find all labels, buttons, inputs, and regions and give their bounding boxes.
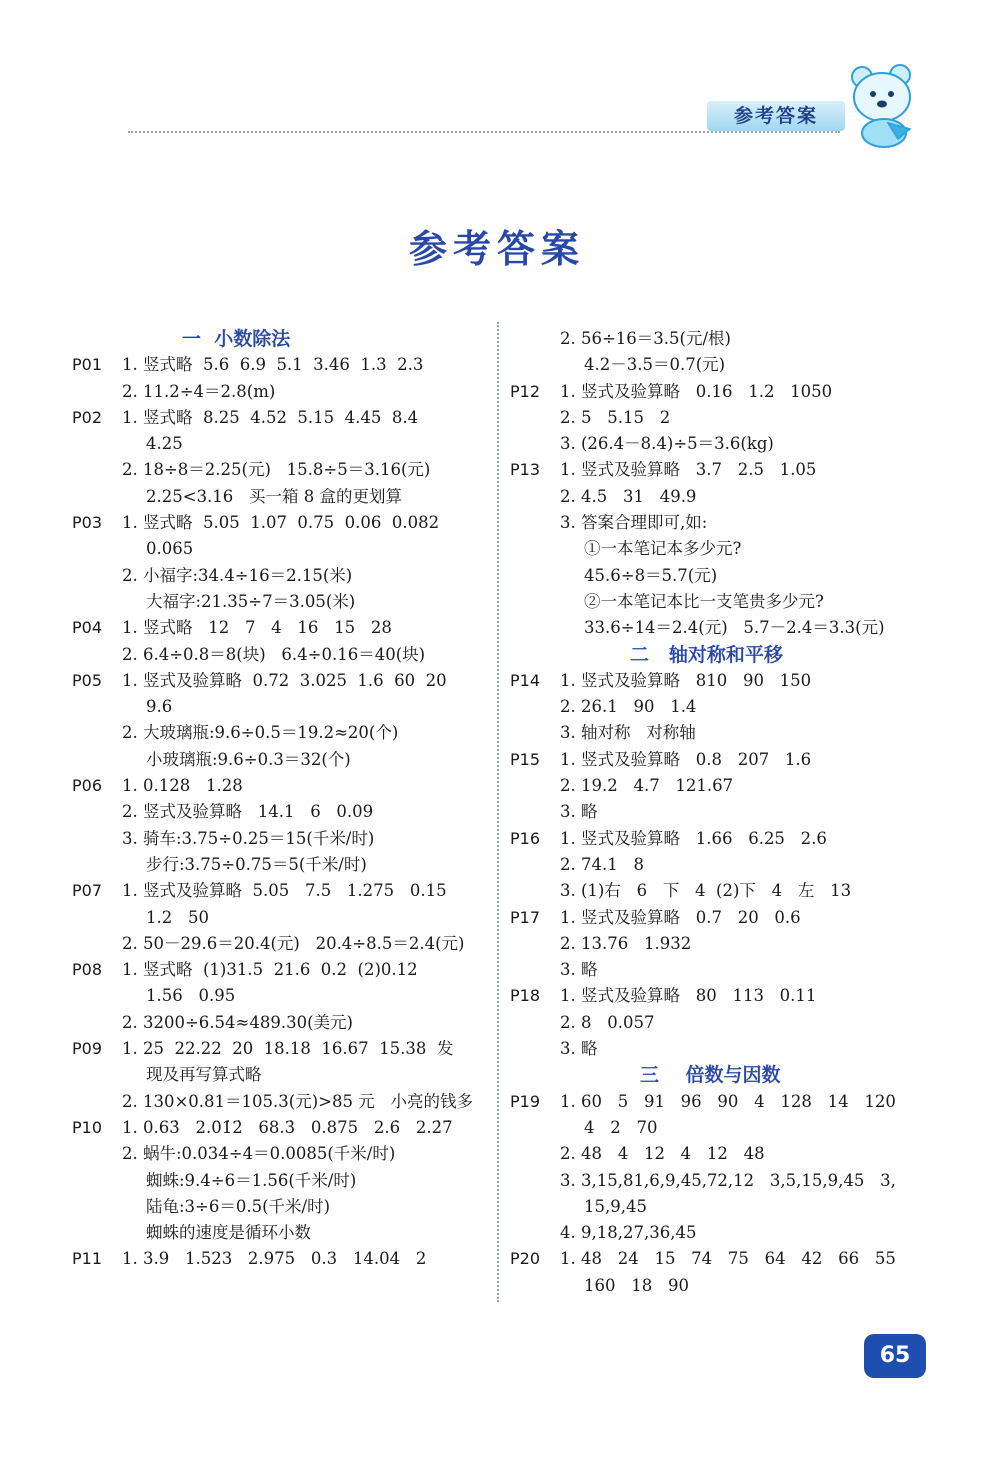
answer-page-block <box>508 905 928 984</box>
right-answer-column <box>508 326 928 1299</box>
answer-line: 4 2 70 <box>584 1117 658 1137</box>
answer-line: 1. 0.63̇ 2.01̇2̇ 68.3̇ 0.875 2.6̇ 2.2̇7̇ <box>122 1117 453 1137</box>
answer-page-block <box>70 1246 490 1272</box>
answer-page-block <box>508 668 928 747</box>
answer-line: 现及再写算式略 <box>146 1065 262 1085</box>
column-divider <box>497 322 499 1302</box>
page-label: P01 <box>72 355 103 375</box>
page-label: P06 <box>72 776 103 796</box>
header-badge: 参考答案 <box>707 101 845 131</box>
answer-line: 1. 竖式及验算略 5.05 7.5 1.275 0.15 <box>122 881 447 901</box>
answer-line: 1. 竖式略 (1)31.5 21.6 0.2 (2)0.12 <box>122 960 418 980</box>
answer-line: 2. 26.1 90 1.4 <box>560 697 697 717</box>
page-label: P09 <box>72 1039 103 1059</box>
answer-line: 2. 56÷16＝3.5(元/根) <box>560 329 731 348</box>
answer-line: 1.2 50 <box>146 907 209 927</box>
page-label: P02 <box>72 407 103 427</box>
answer-line: 4.2－3.5＝0.7(元) <box>584 355 726 375</box>
answer-line: 1. 竖式略 5.6 6.9 5.1 3.46 1.3 2.3 <box>122 355 424 375</box>
answer-line: 1. 3.9 1.523 2.975 0.3 14.04 2 <box>122 1249 427 1269</box>
answer-page-block <box>508 1089 928 1247</box>
page-label: P20 <box>510 1249 541 1269</box>
answer-line: 1. 竖式及验算略 3.7 2.5 1.05 <box>560 460 817 480</box>
page-title: 参考答案 <box>408 227 585 271</box>
answer-page-block <box>70 1115 490 1246</box>
header-rule <box>128 131 840 133</box>
answer-line: 1. 竖式及验算略 810 90 150 <box>560 670 812 690</box>
answer-line: 大福字:21.35÷7＝3.05(米) <box>146 591 356 611</box>
answer-line: ①一本笔记本多少元? <box>584 539 742 559</box>
answer-line: 4. 9,18,27,36,45 <box>560 1223 697 1243</box>
answer-line: 蜘蛛的速度是循环小数 <box>146 1223 311 1243</box>
answer-line: 步行:3.75÷0.75＝5(千米/时) <box>146 854 367 874</box>
answer-line: 1. 竖式略 12 7 4 16 15 28 <box>122 618 392 638</box>
answer-line: 1. 竖式及验算略 0.16 1.2 1050 <box>560 381 833 401</box>
answer-line: 2. 4.5 31 49.9 <box>560 486 697 506</box>
answer-line: 3. (26.4－8.4)÷5＝3.6(kg) <box>560 434 774 454</box>
answer-line: 1. 竖式及验算略 0.7 20 0.6 <box>560 907 801 927</box>
bear-mascot-icon <box>848 63 920 149</box>
section-title: 二 轴对称和平移 <box>630 643 783 666</box>
answer-line: 1. 竖式及验算略 1.66 6.25 2.6 <box>560 828 827 848</box>
section-title: 三 倍数与因数 <box>640 1064 781 1087</box>
answer-line: 2. 74.1 8 <box>560 854 644 874</box>
answer-page-block <box>70 615 490 668</box>
answer-page-block <box>508 1246 928 1299</box>
page-label: P03 <box>72 513 103 533</box>
answer-page-block <box>70 510 490 615</box>
answer-line: 45.6÷8＝5.7(元) <box>584 565 718 585</box>
answer-line: 3. 略 <box>560 802 598 822</box>
page-label: P19 <box>510 1091 541 1111</box>
answer-line: 1. 25 22.22 20 18.18 16.67 15.38 发 <box>122 1039 454 1059</box>
answer-line: 2. 8 0.057 <box>560 1012 655 1032</box>
page-label: P05 <box>72 670 103 690</box>
answer-line: 2. 小福字:34.4÷16＝2.15(米) <box>122 565 353 585</box>
answer-page-block <box>508 826 928 905</box>
answer-line: 33.6÷14＝2.4(元) 5.7－2.4＝3.3(元) <box>584 618 885 638</box>
answer-page-block <box>508 379 928 458</box>
answer-line: 小玻璃瓶:9.6÷0.3＝32(个) <box>146 749 351 769</box>
answer-line: 3. 骑车:3.75÷0.25＝15(千米/时) <box>122 828 375 848</box>
answer-page-block <box>70 773 490 878</box>
answer-line: 2. 18÷8＝2.25(元) 15.8÷5＝3.16(元) <box>122 460 431 480</box>
page-label: P15 <box>510 749 541 769</box>
page-label: P08 <box>72 960 103 980</box>
answer-line: 蜘蛛:9.4÷6＝1.56̇(千米/时) <box>146 1170 357 1190</box>
answer-page-block <box>70 1036 490 1115</box>
section-title: 一 小数除法 <box>182 328 291 350</box>
page-label: P11 <box>72 1249 103 1269</box>
answer-line: 2. 11.2÷4＝2.8(m) <box>122 381 276 401</box>
answer-line: 2. 竖式及验算略 14.1 6 0.09 <box>122 802 374 822</box>
answer-line: 2. 130×0.81＝105.3(元)>85 元 小亮的钱多 <box>122 1091 473 1111</box>
answer-page-block <box>508 326 928 379</box>
answer-line: 2. 大玻璃瓶:9.6÷0.5＝19.2≈20(个) <box>122 723 399 743</box>
answer-line: 2. 6.4÷0.8＝8(块) 6.4÷0.16＝40(块) <box>122 644 426 664</box>
page-label: P13 <box>510 460 541 480</box>
answer-line: 1. 竖式及验算略 80 113 0.11 <box>560 986 817 1006</box>
page-label: P10 <box>72 1117 103 1137</box>
left-answer-column <box>70 326 490 1273</box>
answer-line: 4.25 <box>146 434 183 454</box>
answer-page-block <box>70 878 490 957</box>
answer-line: 160 18 90 <box>584 1275 689 1295</box>
answer-page-block <box>508 983 928 1062</box>
answer-line: 0.065 <box>146 539 194 559</box>
answer-page-block <box>508 747 928 826</box>
answer-line: 2. 3200÷6.54≈489.30(美元) <box>122 1012 353 1032</box>
answer-line: 3. 略 <box>560 960 598 980</box>
answer-line: 3. (1)右 6 下 4 (2)下 4 左 13 <box>560 881 852 901</box>
answer-line: 15,9,45 <box>584 1196 647 1216</box>
answer-line: 1. 0.128 1.28 <box>122 776 243 796</box>
answer-line: 2. 50－29.6＝20.4(元) 20.4÷8.5＝2.4(元) <box>122 933 465 953</box>
answer-line: 3. 答案合理即可,如: <box>560 513 708 533</box>
answer-line: 2. 蜗牛:0.034÷4＝0.0085(千米/时) <box>122 1144 396 1164</box>
answer-line: 1. 60 5 91 96 90 4 128 14 120 <box>560 1091 896 1111</box>
answer-page-block <box>70 668 490 773</box>
answer-line: 1. 48 24 15 74 75 64 42 66 55 <box>560 1249 896 1269</box>
answer-line: 1. 竖式及验算略 0.72 3.025 1.6 60 20 <box>122 670 447 690</box>
page-label: P04 <box>72 618 103 638</box>
answer-page-block <box>508 457 928 641</box>
answer-line: 2. 48 4 12 4 12 48 <box>560 1144 765 1164</box>
page-label: P16 <box>510 828 541 848</box>
answer-line: 1.56 0.95 <box>146 986 236 1006</box>
answer-line: 1. 竖式及验算略 0.8 207 1.6 <box>560 749 812 769</box>
page-label: P07 <box>72 881 103 901</box>
answer-line: 2.25<3.16 买一箱 8 盒的更划算 <box>146 486 403 506</box>
page-label: P12 <box>510 381 541 401</box>
answer-page-block <box>70 352 490 405</box>
answer-line: 2. 5 5.15 2 <box>560 407 671 427</box>
answer-line: 2. 13.76 1.932 <box>560 933 692 953</box>
page-label: P14 <box>510 670 541 690</box>
page-label: P18 <box>510 986 541 1006</box>
answer-line: 3. 轴对称 对称轴 <box>560 723 696 743</box>
answer-line: 陆龟:3÷6＝0.5(千米/时) <box>146 1196 331 1216</box>
answer-page-block <box>70 405 490 510</box>
answer-line: 9.6 <box>146 697 173 717</box>
page-number-badge: 65 <box>864 1334 926 1378</box>
answer-line: 1. 竖式略 8.25 4.52 5.15 4.45 8.4 <box>122 407 419 427</box>
answer-page-block <box>70 957 490 1036</box>
answer-line: 3. 3,15,81,6,9,45,72,12 3,5,15,9,45 3, <box>560 1170 896 1190</box>
answer-line: ②一本笔记本比一支笔贵多少元? <box>584 591 824 611</box>
answer-line: 1. 竖式略 5.05 1.07 0.75 0.06 0.082 <box>122 513 440 533</box>
answer-line: 3. 略 <box>560 1039 598 1059</box>
answer-line: 2. 19.2 4.7 121.67 <box>560 776 734 796</box>
page-label: P17 <box>510 907 541 927</box>
